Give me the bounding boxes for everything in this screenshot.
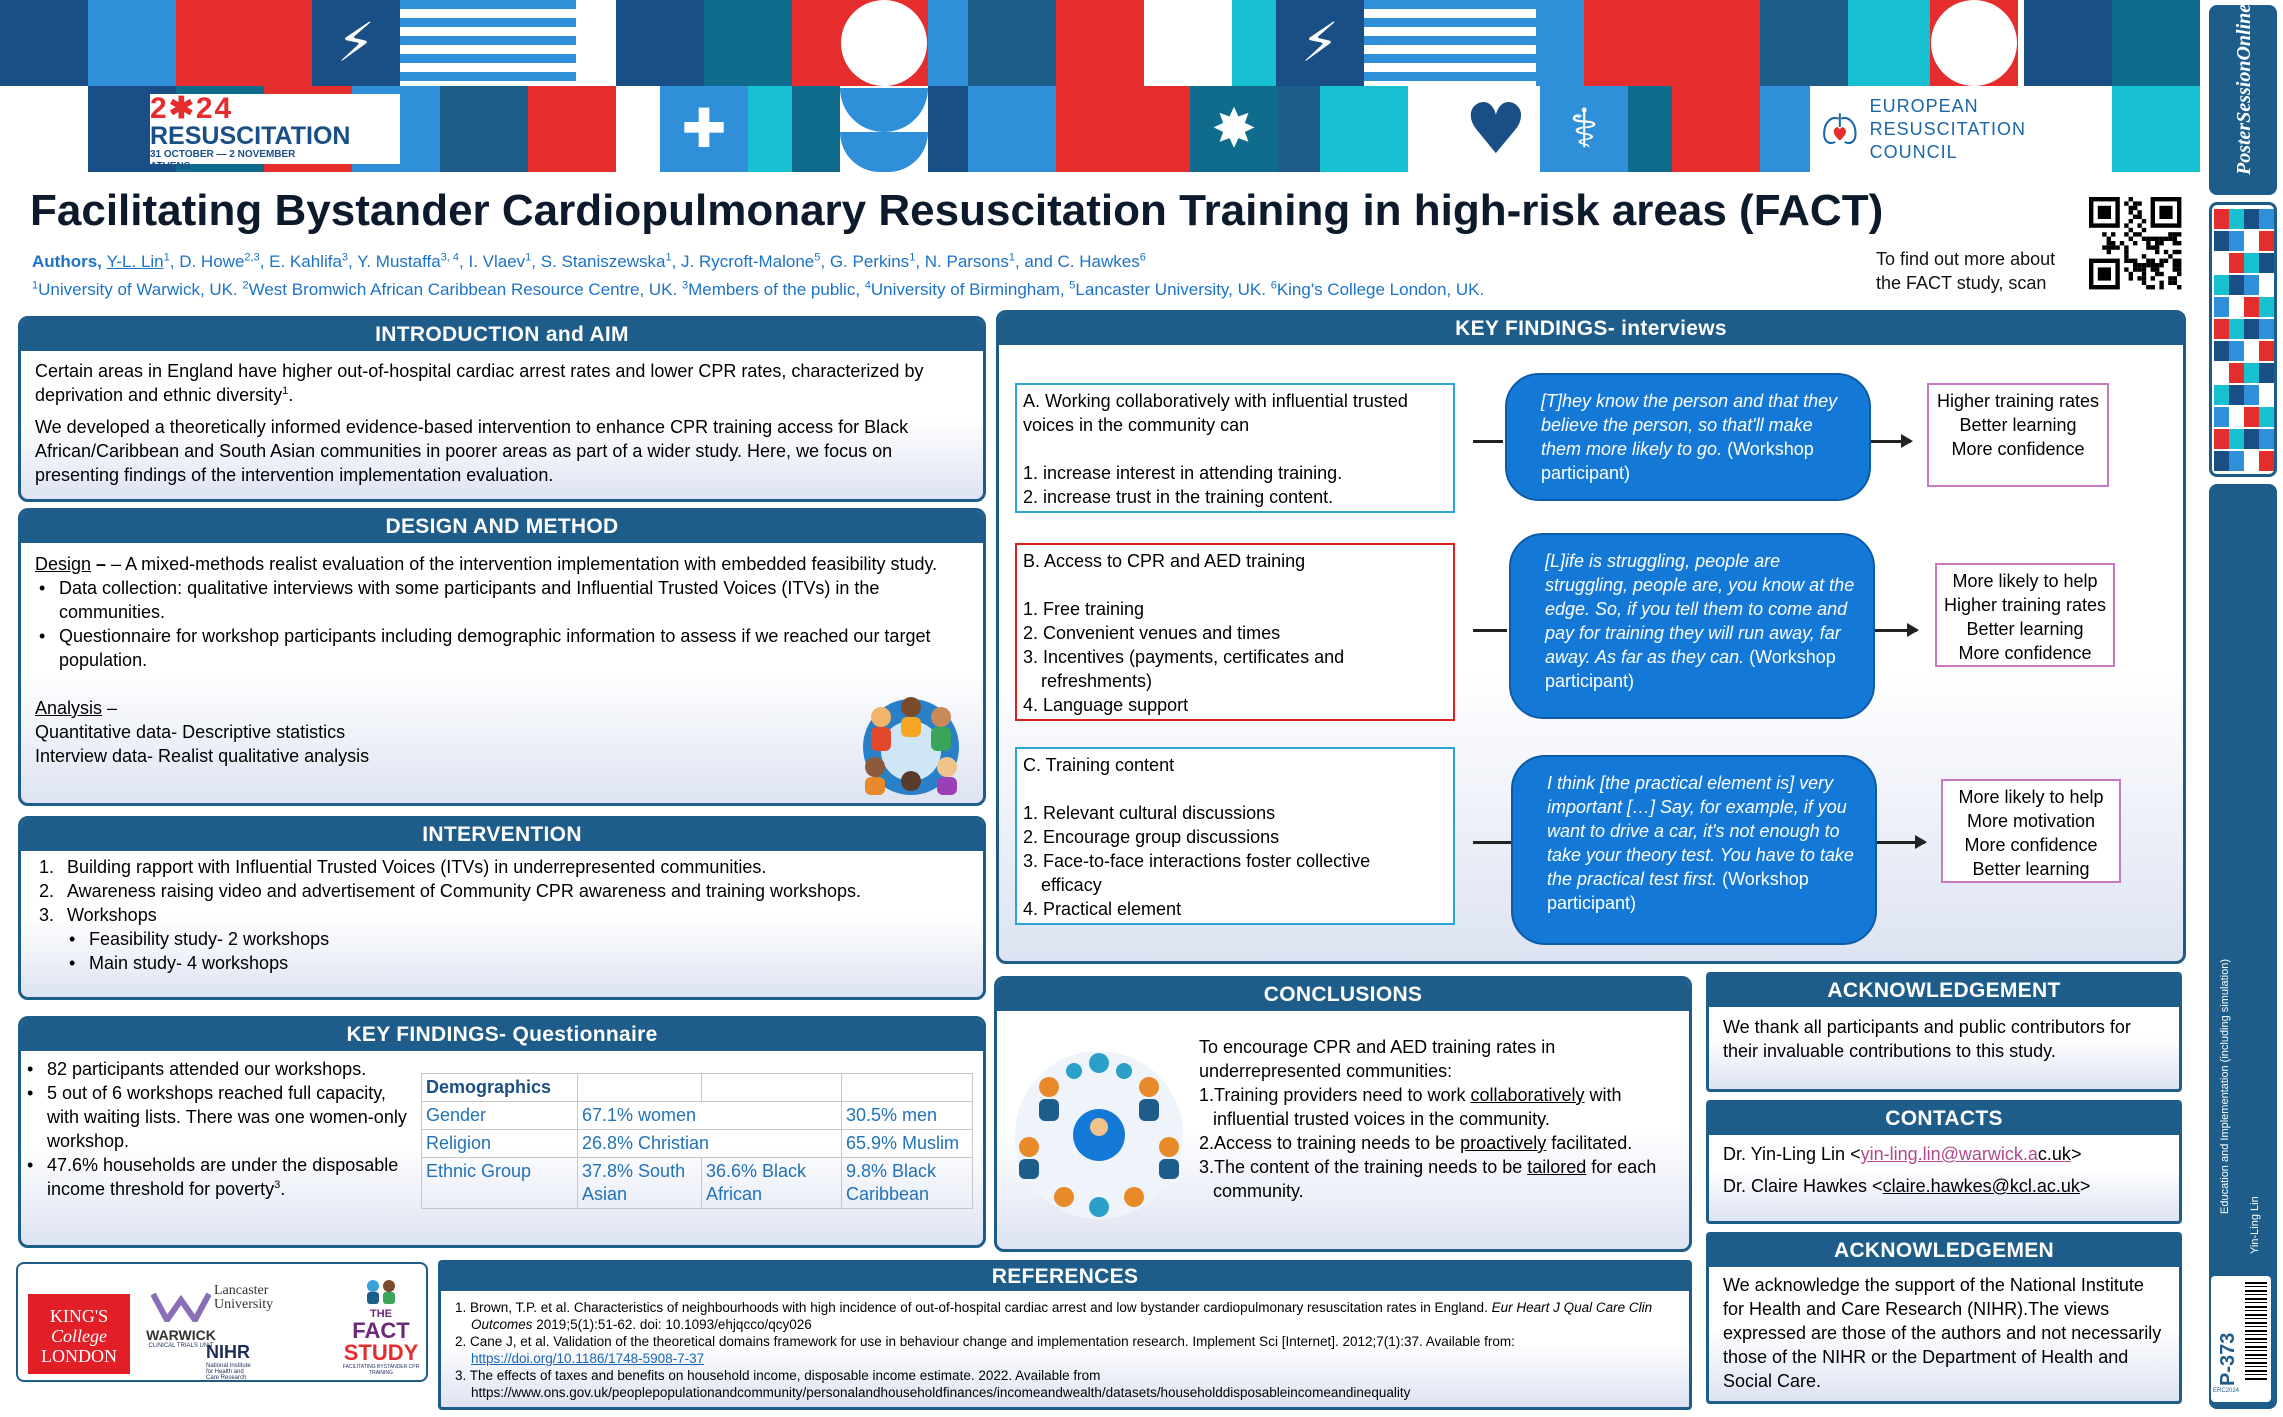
author-name: , G. Perkins [820, 252, 910, 271]
questionnaire-panel [18, 1016, 986, 1248]
connector-line [1473, 440, 1503, 443]
banner-tile [176, 0, 264, 86]
references-list [441, 1291, 1689, 1401]
lightning-icon: ⚡ [312, 0, 400, 86]
banner-circle [840, 0, 928, 86]
community-illustration [1009, 1047, 1189, 1223]
banner-tile [1672, 86, 1760, 172]
barcode [2245, 1282, 2267, 1382]
reference-item: 3. The effects of taxes and benefits on household income, disposable income estimate. 2022. Available from https://www.ons.gov.uk/peoplepopulationandcommunity/personalandhouseholdfinances/incomeandwealth/datasets/householddisposableincomeandinequality [455, 1368, 1411, 1400]
design-heading: DESIGN AND METHOD [21, 511, 983, 543]
workshop-subitem: • Feasibility study- 2 workshops [65, 927, 969, 951]
questionnaire-bullets [23, 1057, 421, 1201]
connector-line [1473, 841, 1511, 844]
connector-line [1473, 629, 1507, 632]
side-thumbnail [2209, 202, 2277, 477]
references-panel [438, 1260, 1692, 1410]
intervention-heading: INTERVENTION [21, 819, 983, 851]
table-row: Ethnic Group 37.8% South Asian 36.6% Black African 9.8% Black Caribbean [422, 1158, 973, 1209]
demographics-table [421, 1073, 973, 1209]
conference-dates: 31 OCTOBER — 2 NOVEMBER [150, 149, 296, 160]
quote-bubble-c: I think [the practical element is] very important […] Say, for example, if you want to drive a car, it's not enough to take your theory test. You have to take the practical test first. (Workshop participant) [1511, 755, 1877, 945]
funding-acknowledgement-heading: ACKNOWLEDGEMEN [1709, 1235, 2179, 1267]
questionnaire-heading: KEY FINDINGS- Questionnaire [21, 1019, 983, 1051]
questionnaire-bullet: • 47.6% households are under the disposable income threshold for poverty$^3$. [23, 1153, 421, 1201]
interviews-panel [996, 310, 2186, 964]
caduceus-icon: ⚕ [1540, 86, 1628, 172]
intro-panel [18, 316, 986, 502]
erc-line2: RESUSCITATION [1869, 118, 2026, 139]
banner-stripes [488, 0, 576, 86]
author-name: , D. Howe [169, 252, 245, 271]
arrow-icon [1877, 841, 1925, 844]
author-name: , and C. Hawkes [1014, 252, 1140, 271]
design-description: Design – – A mixed-methods realist evaluation of the intervention implementation with embedded feasibility study. [35, 554, 938, 574]
reference-item: 2. Cane J, et al. Validation of the theoretical domains framework for use in behaviour change and implementation research. Implement Sci [Internet]. 2012;7(1):37. Available from: https://doi.org/10.1186/1748-5908-7-37 [455, 1334, 1515, 1366]
arrow-icon [1871, 440, 1911, 443]
banner-tile [1848, 0, 1936, 86]
affiliations-line: $^1$University of Warwick, UK. $^2$West Bromwich African Caribbean Resource Centre, UK. $^3$Members of the public, $^4$University of Birmingham, $^5$Lancaster University, UK. $^6$King's College London, UK. [32, 279, 1485, 299]
intro-heading: INTRODUCTION and AIM [21, 319, 983, 351]
poster-info-bar [2209, 484, 2277, 1409]
poster-author: Yin-Ling Lin [2249, 1196, 2261, 1254]
references-heading: REFERENCES [441, 1263, 1689, 1291]
reference-item: 1. Brown, T.P. et al. Characteristics of neighbourhoods with high incidence of out-of-hospital cardiac arrest and low bystander cardiopulmonary resuscitation rates in England. Eur Heart J Qual Care Clin Outcomes 2019;5(1):51-62. doi: 10.1093/ehjqcco/qcy026 [455, 1300, 1653, 1332]
banner-tile [1056, 86, 1144, 172]
design-bullet: • Questionnaire for workshop participants including demographic information to assess if we reached our target population. [35, 624, 969, 672]
intervention-item: 2. Awareness raising video and advertisement of Community CPR awareness and training workshops. [39, 881, 862, 901]
intro-paragraph-2: We developed a theoretically informed evidence-based intervention to enhance CPR training access for Black African/Caribbean and South Asian communities in poorer areas as part of a wider study. Here, we focus on presenting findings of the intervention implementation evaluation. [35, 417, 909, 485]
conference-name: RESUSCITATION [150, 122, 351, 150]
workshop-subitem: • Main study- 4 workshops [65, 951, 969, 975]
banner-tile [88, 0, 176, 86]
banner-tile [1320, 86, 1408, 172]
authors-label: Authors, [32, 252, 107, 271]
kcl-logo: KING'S College LONDON [28, 1294, 130, 1374]
questionnaire-bullet: • 5 out of 6 workshops reached full capacity, with waiting lists. There was one women-only workshop. [23, 1081, 421, 1153]
banner-tile [968, 86, 1056, 172]
table-row: Gender 67.1% women 30.5% men [422, 1102, 973, 1130]
outcomes-box-b: More likely to help Higher training rates Better learning More confidence [1935, 563, 2115, 667]
analysis-label: Analysis – [35, 698, 118, 718]
nihr-logo: NIHR National Institute for Health and Care Research [206, 1342, 251, 1381]
analysis-line: Interview data- Realist qualitative analysis [35, 746, 370, 766]
partner-logos [16, 1262, 428, 1382]
contact-email-lin[interactable]: yin-ling.lin@warwick.ac.uk [1860, 1144, 2071, 1164]
authors-line: Authors, Y-L. Lin$^1$, D. Howe$^{2,3}$, E. Kahlifa$^3$, Y. Mustaffa$^{3, 4}$, I. Vlaev$^1$, S. Staniszewska$^1$, J. Rycroft-Malone$^5$, G. Perkins$^1$, N. Parsons$^1$, and C. Hawkes$^6$ [32, 251, 1146, 271]
banner-tile [968, 0, 1056, 86]
affiliation: Lancaster University, UK. [1075, 280, 1271, 299]
author-name: , Y. Mustaffa [348, 252, 441, 271]
author-name: , E. Kahlifa [259, 252, 342, 271]
acknowledgement-panel [1706, 972, 2182, 1092]
qr-code[interactable] [2088, 196, 2182, 290]
demographics-header: Demographics [422, 1074, 578, 1102]
intervention-panel [18, 816, 986, 1000]
funding-acknowledgement-panel [1706, 1232, 2182, 1404]
banner-tile [1672, 0, 1760, 86]
author-name: Y-L. Lin [106, 252, 164, 271]
contact-email-hawkes[interactable]: claire.hawkes@kcl.ac.uk [1882, 1176, 2080, 1196]
side-strip [2204, 0, 2283, 1417]
poster-title: Facilitating Bystander Cardiopulmonary Resuscitation Training in high-risk areas (FACT) [30, 186, 1884, 235]
conference-city: ATHENS [150, 161, 191, 172]
arrow-icon [1875, 629, 1917, 632]
funding-acknowledgement-text: We acknowledge the support of the National Institute for Health and Care Research (NIHR).The views expressed are those of the authors and not necessarily those of the NIHR or the Department of Health and Social Care. [1723, 1275, 2162, 1391]
quote-bubble-a: [T]hey know the person and that they believe the person, so that'll make them more likely to go. (Workshop participant) [1505, 373, 1871, 501]
affiliation: University of Birmingham, [870, 280, 1070, 299]
poster-session-brand: PosterSessionOnline [2209, 5, 2277, 195]
affiliation: King's College London, UK. [1276, 280, 1485, 299]
heart-icon: ♥ [1452, 86, 1540, 172]
banner-tile [616, 0, 704, 86]
banner-tile [1056, 0, 1144, 86]
contact-hawkes: Dr. Claire Hawkes <claire.hawkes@kcl.ac.uk> [1723, 1176, 2091, 1196]
erc-logo [1810, 86, 2026, 172]
group-discussion-illustration [853, 689, 969, 799]
quote-bubble-b: [L]ife is struggling, people are struggling, people are, you know at the edge. So, if you tell them to come and pay for training they will run away, far away. As far as they can. (Workshop participant) [1509, 533, 1875, 719]
finding-box-a: A. Working collaboratively with influential trusted voices in the community can 1. increase interest in attending training. 2. increase trust in the training content. [1015, 383, 1455, 513]
intro-paragraph-1: Certain areas in England have higher out-of-hospital cardiac arrest rates and lower CPR rates, characterized by deprivation and ethnic diversity$^1$. [35, 361, 924, 405]
cross-icon: ✚ [660, 86, 748, 172]
banner-half-circles [840, 86, 928, 172]
banner-tile [528, 86, 616, 172]
poster-category: Education and Implementation (including simulation) [2219, 959, 2231, 1214]
contacts-panel [1706, 1100, 2182, 1224]
finding-box-b: B. Access to CPR and AED training 1. Free training 2. Convenient venues and times 3. Incentives (payments, certificates and refreshments) 4. Language support [1015, 543, 1455, 721]
design-panel [18, 508, 986, 806]
erc-line3: COUNCIL [1869, 141, 1958, 162]
qr-caption: To find out more about the FACT study, scan [1876, 249, 2056, 293]
acknowledgement-heading: ACKNOWLEDGEMENT [1709, 975, 2179, 1007]
banner-tile [704, 0, 792, 86]
contact-lin: Dr. Yin-Ling Lin <yin-ling.lin@warwick.ac.uk> [1723, 1144, 2082, 1164]
conference-logo: 2✱24 RESUSCITATION 31 OCTOBER — 2 NOVEMBER ATHENS [150, 94, 400, 164]
banner-tile [0, 86, 88, 172]
lungs-heart-icon [1820, 100, 1860, 158]
conclusions-text: To encourage CPR and AED training rates in underrepresented communities: 1.Training providers need to work collaboratively with influential trusted voices in the community. 2.Access to training needs to be proactively facilitated. 3.The content of the training needs to be tailored for each community. [1199, 1037, 1657, 1201]
banner-tile [2024, 86, 2112, 172]
banner-tile [0, 0, 88, 86]
lancaster-logo: Lancaster University [214, 1283, 274, 1312]
finding-box-c: C. Training content 1. Relevant cultural discussions 2. Encourage group discussions 3. Face-to-face interactions foster collective efficacy 4. Practical element [1015, 747, 1455, 925]
banner-stripes [400, 0, 488, 86]
affiliation: West Bromwich African Caribbean Resource Centre, UK. [248, 280, 682, 299]
intervention-item: 1. Building rapport with Influential Trusted Voices (ITVs) in underrepresented communities. [39, 857, 767, 877]
conclusions-heading: CONCLUSIONS [997, 979, 1689, 1011]
author-name: , J. Rycroft-Malone [671, 252, 815, 271]
outcomes-box-c: More likely to help More motivation More confidence Better learning [1941, 779, 2121, 883]
banner-tile [2112, 0, 2200, 86]
affiliation: Members of the public, [688, 280, 865, 299]
banner-tile [440, 86, 528, 172]
intervention-item: 3. Workshops [39, 905, 157, 925]
author-name: , I. Vlaev [459, 252, 526, 271]
banner-tile [1760, 0, 1848, 86]
intervention-list [35, 855, 969, 927]
outcomes-box-a: Higher training rates Better learning More confidence [1927, 383, 2109, 487]
banner-stripes [1360, 0, 1448, 86]
warwick-logo: WARWICK CLINICAL TRIALS UNIT [140, 1292, 222, 1349]
contacts-heading: CONTACTS [1709, 1103, 2179, 1135]
banner-circle [1930, 0, 2018, 86]
workshop-sublist [35, 927, 969, 975]
questionnaire-bullet: • 82 participants attended our workshops. [23, 1057, 421, 1081]
star-burst-icon: ✸ [1190, 86, 1278, 172]
conclusions-panel [994, 976, 1692, 1252]
banner-tile [1584, 0, 1672, 86]
author-name: , N. Parsons [915, 252, 1009, 271]
erc-line1: EUROPEAN [1869, 95, 1979, 116]
table-row: Religion 26.8% Christian 65.9% Muslim [422, 1130, 973, 1158]
author-name: , S. Staniszewska [531, 252, 666, 271]
warwick-chevron-icon [151, 1292, 211, 1322]
reference-link[interactable]: https://doi.org/10.1186/1748-5908-7-37 [471, 1351, 705, 1366]
banner-tile [2112, 86, 2200, 172]
design-bullets [35, 576, 969, 672]
banner-tile [2024, 0, 2112, 86]
poster-id-box: P-373 ERC2024 [2211, 1276, 2271, 1402]
acknowledgement-text: We thank all participants and public contributors for their invaluable contributions to this study. [1723, 1017, 2131, 1061]
banner-tile [1144, 0, 1232, 86]
interviews-heading: KEY FINDINGS- interviews [999, 313, 2183, 345]
fact-study-logo: THE FACT STUDY FACILITATING BYSTANDER CPR TRAINING [340, 1278, 422, 1376]
affiliation: University of Warwick, UK. [38, 280, 243, 299]
design-bullet: • Data collection: qualitative interviews with some participants and Influential Trusted Voices (ITVs) in the communities. [35, 576, 969, 624]
people-icon [361, 1278, 401, 1304]
banner-stripes [1448, 0, 1536, 86]
analysis-line: Quantitative data- Descriptive statistics [35, 722, 346, 742]
lightning-icon: ⚡ [1276, 0, 1364, 86]
